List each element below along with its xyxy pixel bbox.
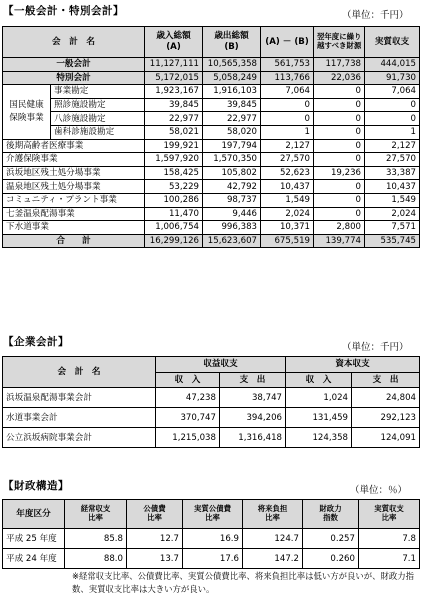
table-row <box>3 428 420 448</box>
general-accounts-table <box>2 26 420 248</box>
cell-carryover: 2,800 <box>314 221 365 235</box>
cell-real-balance: 444,015 <box>365 58 420 72</box>
col-header-carryover <box>314 27 365 58</box>
cell-revenue: 1,006,754 <box>145 221 203 235</box>
cell-revenue: 1,597,920 <box>145 153 203 167</box>
keijo-header-line2: 比率 <box>88 513 103 522</box>
general-header-row <box>3 27 420 58</box>
zaiseiryoku-header-line2: 指数 <box>323 513 338 522</box>
row-name: コミュニティ・プラント事業 <box>3 193 145 207</box>
cell-carryover: 19,236 <box>314 166 365 180</box>
kousaihi-header-line2: 比率 <box>147 513 162 522</box>
cell-real-balance: 27,570 <box>365 153 420 167</box>
table-row <box>3 180 420 194</box>
cell-shorai-futan: 124.7 <box>243 529 303 549</box>
table-row <box>3 85 420 99</box>
cell-expense: 42,792 <box>203 180 261 194</box>
cell-zaiseiryoku: 0.257 <box>303 529 359 549</box>
col-header-real-balance: 実質収支 <box>365 27 420 58</box>
cell-expense: 39,845 <box>203 98 261 112</box>
cell-real-balance: 91,730 <box>365 71 420 85</box>
finance-unit-label: （単位：％） <box>350 485 408 496</box>
cell-carryover: 0 <box>314 112 365 126</box>
cell-revenue: 58,021 <box>145 125 203 139</box>
col-header-shorai-futan <box>243 500 303 529</box>
cell-expense: 58,020 <box>203 125 261 139</box>
cell-zaiseiryoku: 0.260 <box>303 549 359 569</box>
cell-carryover: 0 <box>314 139 365 153</box>
cell-revenue: 53,229 <box>145 180 203 194</box>
cell-real-balance: 2,127 <box>365 139 420 153</box>
cell-income-out: 38,747 <box>220 388 286 408</box>
col-header-capital-balance: 資本収支 <box>286 357 420 373</box>
cell-income-out: 1,316,418 <box>220 428 286 448</box>
expense-header-sub: (B) <box>224 42 239 52</box>
cell-carryover: 0 <box>314 153 365 167</box>
cell-expense: 1,916,103 <box>203 85 261 99</box>
col-header-income-out: 支 出 <box>220 372 286 388</box>
cell-difference: 10,371 <box>261 221 314 235</box>
enterprise-section-title: 【企業会計】 <box>3 336 69 348</box>
zaiseiryoku-header-line1: 財政力 <box>319 504 342 514</box>
cell-revenue: 11,127,111 <box>145 58 203 72</box>
cell-real-balance: 2,024 <box>365 207 420 221</box>
cell-capital-in: 1,024 <box>286 388 352 408</box>
revenue-header-sub: (A) <box>166 42 181 52</box>
row-name: 合 計 <box>3 234 145 248</box>
cell-difference: 2,127 <box>261 139 314 153</box>
row-name: 浜坂温泉配湯事業会計 <box>3 388 156 408</box>
cell-carryover: 0 <box>314 85 365 99</box>
cell-capital-out: 292,123 <box>352 408 420 428</box>
cell-income-in: 370,747 <box>156 408 220 428</box>
col-header-income-balance: 収益収支 <box>156 357 286 373</box>
cell-jisshitsu-kousaihi: 16.9 <box>183 529 243 549</box>
cell-kousaihi: 13.7 <box>127 549 183 569</box>
table-row <box>3 221 420 235</box>
table-row <box>3 388 420 408</box>
jisshitsu-kousaihi-header-line1: 実質公債費 <box>194 504 231 514</box>
table-row <box>3 207 420 221</box>
cell-carryover: 22,036 <box>314 71 365 85</box>
cell-expense: 197,794 <box>203 139 261 153</box>
table-row <box>3 529 420 549</box>
enterprise-unit-label: （単位：千円） <box>342 342 409 353</box>
row-name: 事業勘定 <box>51 85 145 99</box>
carryover-header-line2: 越すべき財源 <box>317 41 362 50</box>
row-name: 一般会計 <box>3 58 145 72</box>
col-header-capital-in: 収 入 <box>286 372 352 388</box>
table-row <box>3 549 420 569</box>
cell-real-balance: 7,571 <box>365 221 420 235</box>
cell-jisshitsu-shushi: 7.1 <box>359 549 420 569</box>
group-label-kokuho: 国民健康保険事業 <box>3 85 51 139</box>
cell-difference: 52,623 <box>261 166 314 180</box>
jisshitsu-kousaihi-header-line2: 比率 <box>205 513 220 522</box>
cell-carryover: 0 <box>314 193 365 207</box>
cell-keijo: 88.0 <box>65 549 127 569</box>
cell-revenue: 5,172,015 <box>145 71 203 85</box>
row-name: 公立浜坂病院事業会計 <box>3 428 156 448</box>
cell-expense: 22,977 <box>203 112 261 126</box>
cell-real-balance: 0 <box>365 112 420 126</box>
row-name: 七釜温泉配湯事業 <box>3 207 145 221</box>
cell-capital-out: 124,091 <box>352 428 420 448</box>
cell-difference: 0 <box>261 98 314 112</box>
row-name: 水道事業会計 <box>3 408 156 428</box>
cell-revenue: 39,845 <box>145 98 203 112</box>
col-header-kousaihi <box>127 500 183 529</box>
table-row <box>3 125 420 139</box>
cell-kousaihi: 12.7 <box>127 529 183 549</box>
row-name: 照診施設勘定 <box>51 98 145 112</box>
cell-expense: 15,623,607 <box>203 234 261 248</box>
row-name: 歯科診施設勘定 <box>51 125 145 139</box>
cell-jisshitsu-kousaihi: 17.6 <box>183 549 243 569</box>
col-header-expense <box>203 27 261 58</box>
col-header-capital-out: 支 出 <box>352 372 420 388</box>
cell-jisshitsu-shushi: 7.8 <box>359 529 420 549</box>
cell-real-balance: 1,549 <box>365 193 420 207</box>
table-row <box>3 153 420 167</box>
cell-difference: 10,437 <box>261 180 314 194</box>
col-header-jisshitsu-kousaihi <box>183 500 243 529</box>
cell-carryover: 139,774 <box>314 234 365 248</box>
shorai-futan-header-line2: 比率 <box>265 513 280 522</box>
table-row <box>3 139 420 153</box>
table-row <box>3 112 420 126</box>
cell-revenue: 158,425 <box>145 166 203 180</box>
enterprise-header-row-1 <box>3 357 420 373</box>
footnote: ※経常収支比率、公債費比率、実質公債費比率、将来負担比率は低い方が良いが、財政力指数、実質収支比率は大きい方が良い。 <box>72 571 415 594</box>
table-row-total <box>3 234 420 248</box>
col-header-keijo <box>65 500 127 529</box>
cell-expense: 9,446 <box>203 207 261 221</box>
row-name: 特別会計 <box>3 71 145 85</box>
col-header-year: 年度区分 <box>3 500 65 529</box>
cell-real-balance: 10,437 <box>365 180 420 194</box>
finance-structure-table <box>2 499 420 569</box>
cell-difference: 2,024 <box>261 207 314 221</box>
cell-expense: 1,570,350 <box>203 153 261 167</box>
cell-capital-out: 24,804 <box>352 388 420 408</box>
cell-real-balance: 535,745 <box>365 234 420 248</box>
kousaihi-header-line1: 公債費 <box>143 504 166 514</box>
row-name: 温泉地区残土処分場事業 <box>3 180 145 194</box>
cell-expense: 105,802 <box>203 166 261 180</box>
cell-revenue: 16,299,126 <box>145 234 203 248</box>
cell-revenue: 199,921 <box>145 139 203 153</box>
cell-carryover: 0 <box>314 125 365 139</box>
cell-carryover: 0 <box>314 180 365 194</box>
cell-real-balance: 0 <box>365 98 420 112</box>
cell-revenue: 22,977 <box>145 112 203 126</box>
cell-income-in: 1,215,038 <box>156 428 220 448</box>
cell-capital-in: 131,459 <box>286 408 352 428</box>
cell-expense: 5,058,249 <box>203 71 261 85</box>
col-header-jisshitsu-shushi <box>359 500 420 529</box>
col-header-account-name: 会 計 名 <box>3 27 145 58</box>
keijo-header-line1: 経常収支 <box>80 504 111 514</box>
enterprise-accounts-table <box>2 356 420 448</box>
general-section-title: 【一般会計・特別会計】 <box>3 5 124 17</box>
col-header-zaiseiryoku <box>303 500 359 529</box>
col-header-income-in: 収 入 <box>156 372 220 388</box>
cell-shorai-futan: 147.2 <box>243 549 303 569</box>
cell-real-balance: 1 <box>365 125 420 139</box>
row-name: 八診施設勘定 <box>51 112 145 126</box>
table-row <box>3 408 420 428</box>
cell-income-in: 47,238 <box>156 388 220 408</box>
cell-revenue: 11,470 <box>145 207 203 221</box>
table-row <box>3 193 420 207</box>
jisshitsu-shushi-header-line2: 比率 <box>381 513 397 522</box>
carryover-header-line1: 翌年度に繰り <box>317 32 362 42</box>
cell-difference: 1,549 <box>261 193 314 207</box>
cell-real-balance: 7,064 <box>365 85 420 99</box>
finance-header-row <box>3 500 420 529</box>
general-unit-label: （単位：千円） <box>342 10 409 21</box>
cell-keijo: 85.8 <box>65 529 127 549</box>
finance-section-title: 【財政構造】 <box>3 480 69 492</box>
cell-revenue: 1,923,167 <box>145 85 203 99</box>
row-name: 下水道事業 <box>3 221 145 235</box>
cell-difference: 1 <box>261 125 314 139</box>
cell-difference: 27,570 <box>261 153 314 167</box>
cell-carryover: 117,738 <box>314 58 365 72</box>
cell-capital-in: 124,358 <box>286 428 352 448</box>
cell-difference: 561,753 <box>261 58 314 72</box>
cell-carryover: 0 <box>314 207 365 221</box>
row-year: 平成 25 年度 <box>3 529 65 549</box>
table-row-ippan <box>3 58 420 72</box>
cell-carryover: 0 <box>314 98 365 112</box>
shorai-futan-header-line1: 将来負担 <box>257 504 288 514</box>
table-row <box>3 166 420 180</box>
cell-expense: 10,565,358 <box>203 58 261 72</box>
cell-income-out: 394,206 <box>220 408 286 428</box>
cell-difference: 0 <box>261 112 314 126</box>
col-header-revenue <box>145 27 203 58</box>
row-name: 介護保険事業 <box>3 153 145 167</box>
revenue-header-label: 歳入総額 <box>156 31 191 41</box>
row-year: 平成 24 年度 <box>3 549 65 569</box>
table-row-tokubetsu <box>3 71 420 85</box>
expense-header-label: 歳出総額 <box>214 31 249 41</box>
col-header-difference: (A) － (B) <box>261 27 314 58</box>
cell-difference: 7,064 <box>261 85 314 99</box>
cell-expense: 996,383 <box>203 221 261 235</box>
cell-revenue: 100,286 <box>145 193 203 207</box>
row-name: 後期高齢者医療事業 <box>3 139 145 153</box>
row-name: 浜坂地区残土処分場事業 <box>3 166 145 180</box>
cell-real-balance: 33,387 <box>365 166 420 180</box>
jisshitsu-shushi-header-line1: 実質収支 <box>374 504 404 514</box>
cell-difference: 113,766 <box>261 71 314 85</box>
cell-expense: 98,737 <box>203 193 261 207</box>
cell-difference: 675,519 <box>261 234 314 248</box>
col-header-account-name: 会 計 名 <box>3 357 156 388</box>
table-row <box>3 98 420 112</box>
